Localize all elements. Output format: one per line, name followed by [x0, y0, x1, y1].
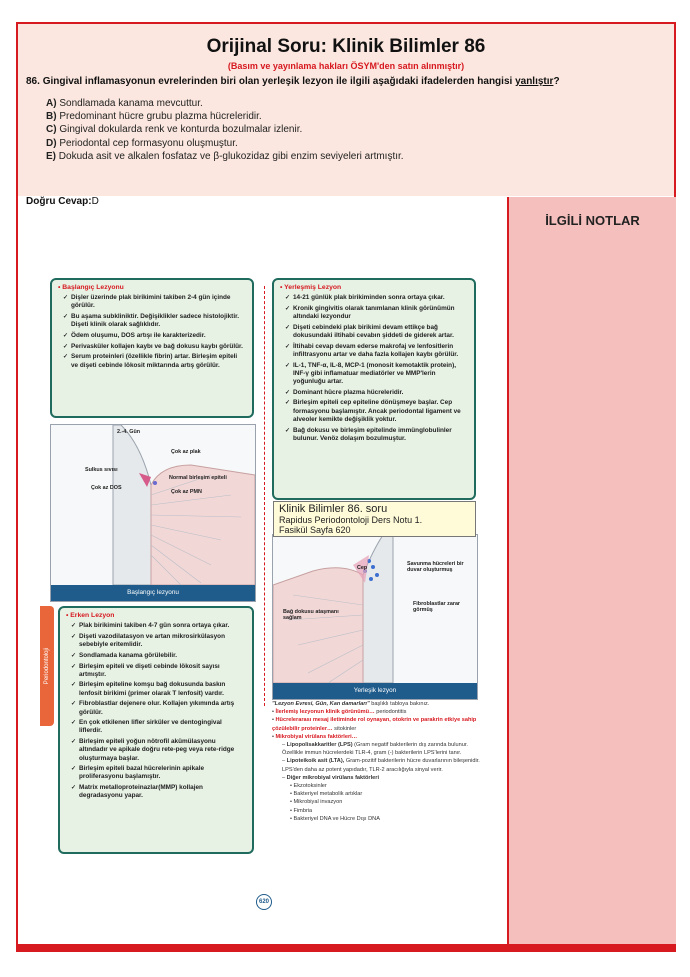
list-item: ✓ Dişeti vazodilatasyon ve artan mikrosirkülasyon sebebiyle eritemlidir.: [72, 633, 246, 649]
note-subtitle: Lipopolisakkaritler (LPS): [286, 742, 353, 749]
list-item: ✓ 14-21 günlük plak birikiminden sonra ortaya çıkar.: [286, 294, 468, 302]
list-item: ✓ Bağ dokusu ve birleşim epitelinde immünglobulinler bulunur. Venöz dolaşım bozulmuştur.: [286, 427, 468, 443]
baslangic-lezyonu-box: [50, 278, 254, 418]
callout-line: Klinik Bilimler 86. soru: [279, 503, 388, 515]
figure-label: 2.-4. Gün: [117, 429, 141, 435]
list-item: – Lipopolisakkaritler (LPS) (Gram negatif bakterilerin dış zarında bulunur. Özellikle immun hücrelerdeki TLR-4, gram (-) bakterilerin LPS'lerini tanır.: [282, 742, 468, 757]
option-a[interactable]: [46, 97, 404, 110]
option-text: Dokuda asit ve alkalen fosfataz ve β-glukozidaz gibi enzim seviyeleri artmıştır.: [58, 150, 404, 162]
list-item: ✓ Dişler üzerinde plak birikimini takiben 2-4 gün içinde görülür.: [64, 294, 246, 310]
figure-label: Cep: [357, 565, 368, 571]
question-number: 86.: [26, 76, 40, 87]
option-text: Sondlamada kanama mevcuttur.: [59, 98, 203, 109]
yerlesik-lezyon-figure: [272, 534, 478, 700]
copyright-note: (Basım ve yayınlama hakları ÖSYM'den satın alınmıştır): [227, 61, 465, 71]
note-text: Gram-pozitif bakterilerin hücre duvarlarının bileşenidir. LPS'den daha az potent yapıdadır, TLR-2 aracılığıyla sinyal verir.: [282, 758, 480, 773]
figure-caption: Başlangıç lezyonu: [51, 585, 255, 601]
question-text: [26, 76, 666, 87]
list-item: • Bakteriyel DNA ve Hücre Dışı DNA: [290, 815, 380, 822]
list-item: ✓ Serum proteinleri (özellikle fibrin) artar. Birleşim epiteli ve dişeti cebinde lökosit miktarında artış görülür.: [64, 353, 246, 369]
side-tab-label: Periodontoloji: [44, 647, 50, 685]
column-divider: [264, 286, 265, 706]
list-item: ✓ İltihabi cevap devam ederse makrofaj ve lenfositlerin infiltrasyonu artar ve daha fazla kollajen kaybı görülür.: [286, 343, 468, 359]
list-item: • Ekzotoksinler: [290, 783, 327, 790]
figure-label: Bağ dokusu ataşmanı sağlam: [283, 609, 339, 621]
option-letter: A): [46, 98, 57, 109]
tooth-illustration: [51, 425, 255, 585]
list-item: ✓ IL-1, TNF-α, IL-8, MCP-1 (monosit kemotaktik protein), INF-γ gibi inflamatuar mediatörler ve MMP'lerin yoğunluğu artar.: [286, 362, 468, 387]
figure-caption: Yerleşik lezyon: [273, 683, 477, 699]
page-title: Orijinal Soru: Klinik Bilimler 86: [206, 36, 486, 57]
source-callout: [273, 501, 476, 537]
box-heading: • Başlangıç Lezyonu: [58, 284, 124, 291]
figure-label: Çok az DOS: [91, 485, 122, 491]
note-text: periodontitis: [376, 709, 407, 716]
option-text: Gingival dokularda renk ve konturda bozulmalar izlenir.: [59, 124, 303, 136]
option-letter: E): [46, 150, 56, 162]
question-emphasis: yanlıştır: [515, 76, 554, 87]
note-subtitle: Lipoteikoik asit (LTA),: [286, 758, 345, 765]
list-item: ✓ Kronik gingivitis olarak tanımlanan klinik görünümün altındaki lezyondur: [286, 305, 468, 321]
list-item: ✓ Fibroblastlar dejenere olur. Kollajen yıkımında artış görülür.: [72, 700, 246, 716]
note-text: sitokinler: [334, 725, 357, 732]
notes-intro: [272, 700, 486, 708]
note-text: Bakteriyel DNA ve Hücre Dışı DNA: [293, 815, 380, 822]
list-item: ✓ Bu aşama subkliniktir. Değişiklikler sadece histolojiktir. Dişeti klinik olarak sağlıklıdır.: [64, 313, 246, 329]
note-text: Fimbria: [293, 807, 313, 814]
option-b[interactable]: [46, 110, 404, 123]
list-item: • Fimbria: [290, 807, 313, 814]
callout-line: Fasikül Sayfa 620: [279, 525, 351, 535]
figure-label: Çok az PMN: [171, 489, 202, 495]
correct-answer: [26, 196, 99, 207]
list-item: ✓ Matrix metalloproteinazlar(MMP) kollajen degradasyonu yapar.: [72, 784, 246, 800]
note-text: (Gram negatif bakterilerin dış zarında bulunur. Özellikle immun hücrelerdeki TLR-4, gram (-) bakterilerin LPS'lerini tanır.: [282, 742, 468, 757]
option-text: Predominant hücre grubu plazma hücreleridir.: [59, 111, 262, 123]
list-item: ✓ Birleşim epiteline komşu bağ dokusunda baskın lenfosit birikimi (primer olarak T lenfosit) vardır.: [72, 681, 246, 697]
question-header: [18, 24, 674, 207]
list-item: • İlerlemiş lezyonun klinik görünümü… periodontitis: [272, 709, 407, 716]
figure-label: Çok az plak: [171, 449, 201, 455]
list-item: ✓ Birleşim epiteli yoğun nötrofil akümülasyonu altındadır ve apikale doğru rete-peg veya rete-ridge oluşturmaya başlar.: [72, 738, 246, 763]
book-notes: [272, 700, 486, 823]
list-item: ✓ Dişeti cebindeki plak birikimi devam ettikçe bağ dokusundaki iltihabi cevabın şiddeti de giderek artar.: [286, 324, 468, 340]
list-item: ✓ Perivasküler kollajen kaybı ve bağ dokusu kaybı görülür.: [64, 343, 246, 351]
note-highlight: Hücrelerarası mesaj iletiminde rol oynayan, otokrin ve parakrin etkiye sahip çözülebilir proteinler…: [272, 717, 477, 732]
list-item: ✓ Ödem oluşumu, DOS artışı ile karakterizedir.: [64, 332, 246, 340]
option-c[interactable]: [46, 123, 404, 136]
book-page: [40, 268, 490, 914]
figure-label: Fibroblastlar zarar görmüş: [413, 601, 461, 613]
figure-label: Normal birleşim epiteli: [169, 475, 227, 481]
list-item: ✓ Birleşim epiteli cep epiteline dönüşmeye başlar. Cep formasyonu başlamıştır. Ancak periodontal ligament ve alveoler kemikte değişiklik yoktur.: [286, 399, 468, 424]
option-text: Periodontal cep formasyonu oluşmuştur.: [59, 137, 238, 149]
note-text: Bakteriyel metabolik artıklar: [293, 791, 363, 798]
list-item: • Mikrobiyal virülans faktörleri…: [272, 733, 358, 740]
figure-label: Sulkus sıvısı: [85, 467, 118, 473]
bottom-bar: [16, 944, 676, 952]
answer-label: Doğru Cevap:: [26, 196, 92, 207]
note-highlight: İlerlemiş lezyonun klinik görünümü…: [275, 709, 375, 716]
list-item: ✓ Dominant hücre plazma hücreleridir.: [286, 389, 468, 397]
callout-line: Rapidus Periodontoloji Ders Notu 1.: [279, 514, 423, 525]
intro-rest: başlıklı tabloya bakınız.: [371, 701, 430, 707]
list-item: ✓ Plak birikimini takiben 4-7 gün sonra ortaya çıkar.: [72, 622, 246, 630]
page-number: 620: [256, 894, 272, 910]
list-item: ✓ Birleşim epiteli bazal hücrelerinin apikale proliferasyonu başlamıştır.: [72, 765, 246, 781]
question-body: Gingival inflamasyonun evrelerinden biri olan yerleşik lezyon ile ilgili aşağıdaki ifadelerden hangisi: [42, 76, 513, 87]
list-item: • Bakteriyel metabolik artıklar: [290, 791, 363, 798]
yerlesmis-lezyon-box: [272, 278, 476, 500]
list-item: ✓ En çok etkilenen lifler sirküler ve dentogingival liflerdir.: [72, 719, 246, 735]
note-highlight: Mikrobiyal virülans faktörleri…: [275, 733, 358, 740]
answer-value: D: [91, 196, 99, 207]
figure-label: Savunma hücreleri bir duvar oluşturmuş: [407, 561, 464, 573]
related-notes-title: İLGİLİ NOTLAR: [545, 213, 640, 228]
related-notes-panel: [507, 197, 676, 946]
list-item: ✓ Sondlamada kanama görülebilir.: [72, 652, 246, 660]
box-heading: • Yerleşmiş Lezyon: [280, 284, 342, 291]
answer-options: [46, 97, 404, 163]
box-heading: • Erken Lezyon: [66, 612, 115, 619]
list-item: • Mikrobiyal invazyon: [290, 799, 343, 806]
list-item: • Hücrelerarası mesaj iletiminde rol oynayan, otokrin ve parakrin etkiye sahip çözülebilir proteinler… sitokinler: [272, 717, 477, 732]
option-letter: D): [46, 137, 57, 149]
list-item: – Diğer mikrobiyal virülans faktörleri: [282, 774, 380, 781]
option-d[interactable]: [46, 137, 404, 150]
baslangic-lezyonu-figure: [50, 424, 256, 602]
section-side-tab: [40, 606, 54, 726]
option-letter: B): [46, 111, 57, 123]
note-text: Mikrobiyal invazyon: [293, 799, 343, 806]
list-item: – Lipoteikoik asit (LTA), Gram-pozitif bakterilerin hücre duvarlarının bileşenidir. LPS'den daha az potent yapıdadır, TLR-2 aracılığıyla sinyal verir.: [282, 758, 480, 773]
option-letter: C): [46, 124, 57, 136]
list-item: ✓ Birleşim epiteli ve dişeti cebinde lökosit sayısı artmıştır.: [72, 663, 246, 679]
option-e[interactable]: [46, 150, 404, 163]
intro-quote: "Lezyon Evresi, Gün, Kan damarları": [272, 701, 370, 707]
note-subtitle: Diğer mikrobiyal virülans faktörleri: [286, 774, 380, 781]
erken-lezyon-box: [58, 606, 254, 854]
question-mark: ?: [553, 76, 560, 87]
note-text: Ekzotoksinler: [293, 783, 327, 790]
